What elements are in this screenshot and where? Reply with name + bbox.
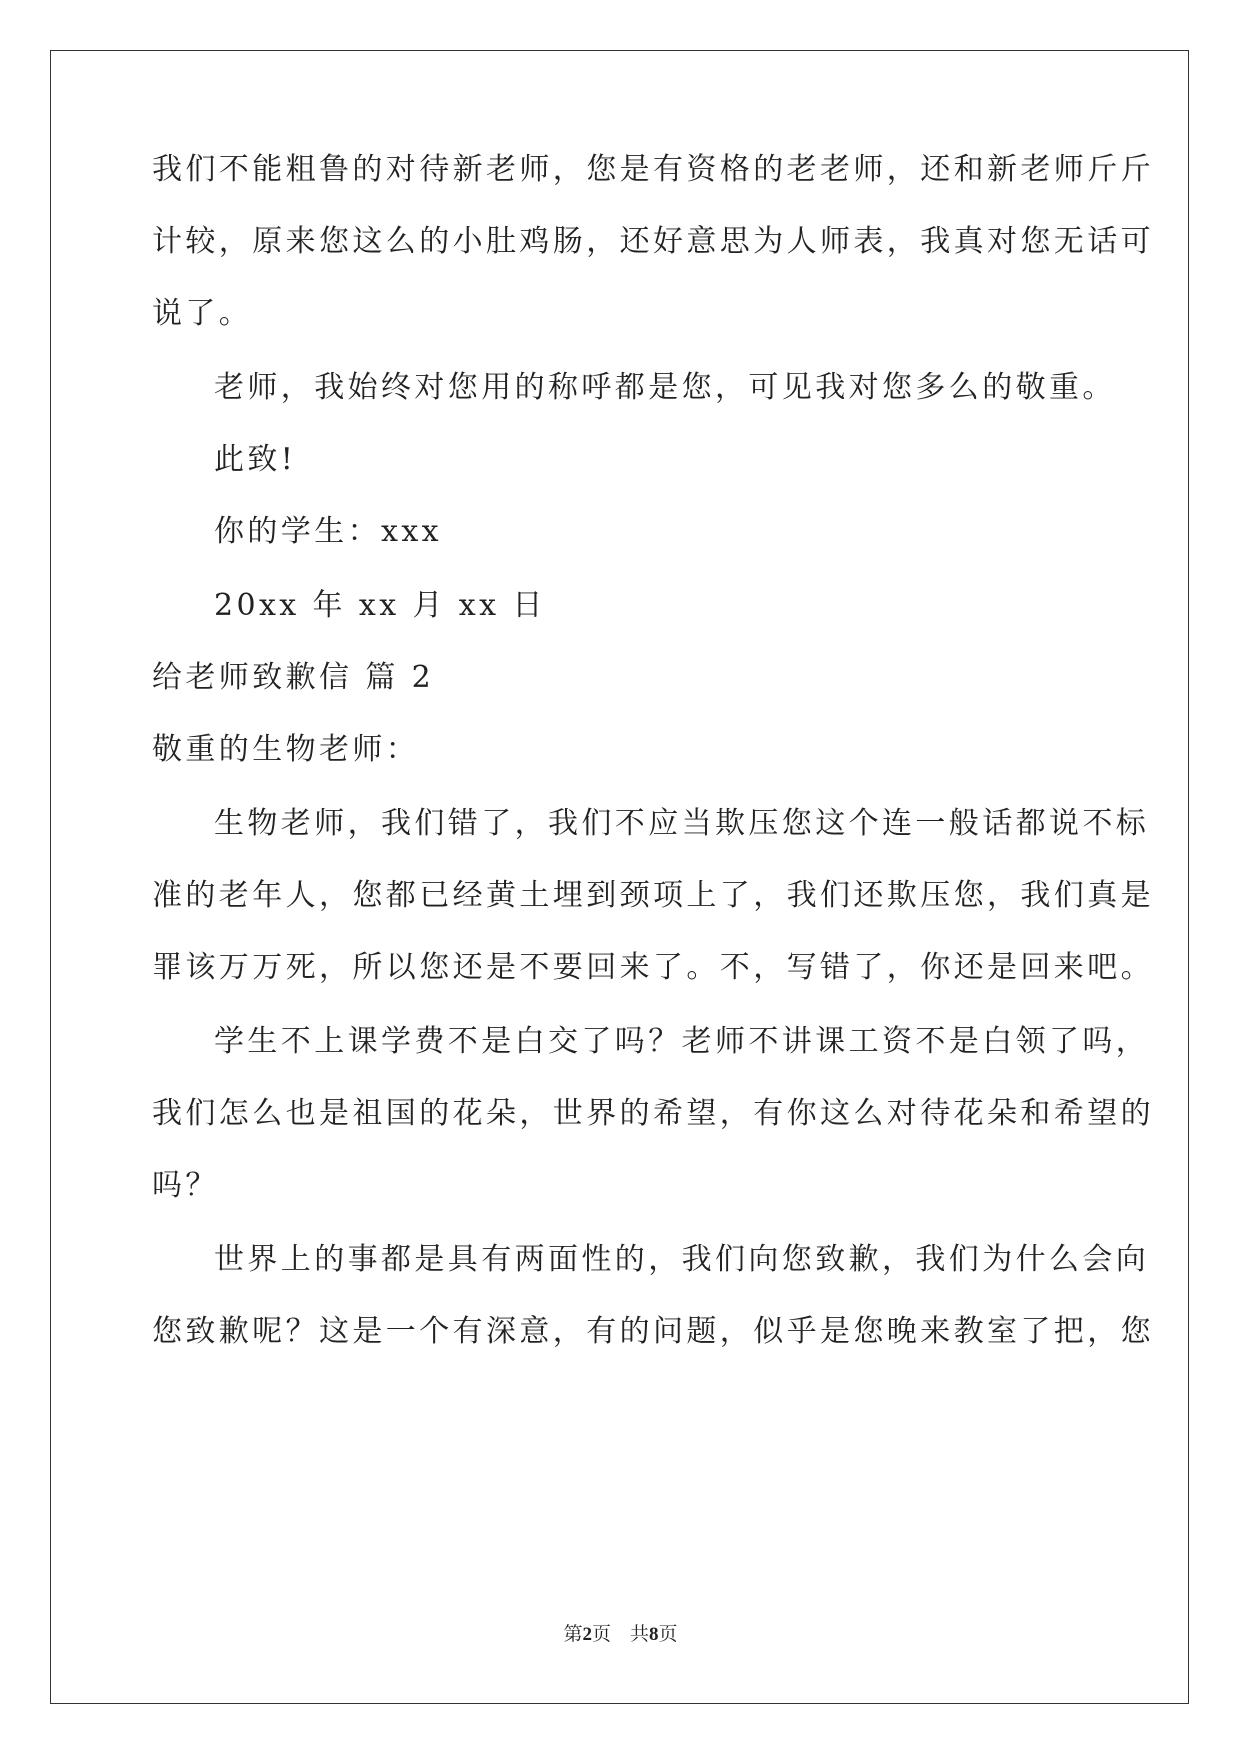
page-footer bbox=[0, 1622, 1241, 1647]
signature-line: 你的学生：xxx bbox=[214, 514, 442, 549]
footer-suffix: 页 bbox=[658, 1623, 678, 1645]
body-line: 您致歉呢？这是一个有深意，有的问题，似乎是您晚来教室了把，您 bbox=[152, 1314, 1154, 1349]
body-line: 吗？ bbox=[152, 1168, 219, 1203]
current-page-number: 2 bbox=[582, 1624, 592, 1645]
body-line: 准的老年人，您都已经黄土埋到颈项上了，我们还欺压您，我们真是 bbox=[152, 878, 1154, 913]
footer-middle: 页 共 bbox=[591, 1623, 649, 1645]
date-line: 20xx 年 xx 月 xx 日 bbox=[214, 588, 546, 623]
salutation-line: 敬重的生物老师： bbox=[152, 732, 420, 767]
closing-line: 此致! bbox=[214, 442, 297, 477]
body-line: 学生不上课学费不是白交了吗？老师不讲课工资不是白领了吗， bbox=[214, 1024, 1150, 1059]
body-line: 生物老师，我们错了，我们不应当欺压您这个连一般话都说不标 bbox=[214, 806, 1150, 841]
body-line: 我们怎么也是祖国的花朵，世界的希望，有你这么对待花朵和希望的 bbox=[152, 1096, 1154, 1131]
body-line: 老师，我始终对您用的称呼都是您，可见我对您多么的敬重。 bbox=[214, 370, 1116, 405]
body-line: 世界上的事都是具有两面性的，我们向您致歉，我们为什么会向 bbox=[214, 1242, 1150, 1277]
total-pages-number: 8 bbox=[649, 1624, 659, 1645]
body-line: 罪该万万死，所以您还是不要回来了。不，写错了，你还是回来吧。 bbox=[152, 950, 1154, 985]
body-line: 计较，原来您这么的小肚鸡肠，还好意思为人师表，我真对您无话可 bbox=[152, 224, 1154, 259]
footer-prefix: 第 bbox=[563, 1623, 583, 1645]
body-line: 说了。 bbox=[152, 296, 253, 331]
body-line: 我们不能粗鲁的对待新老师，您是有资格的老老师，还和新老师斤斤 bbox=[152, 152, 1154, 187]
section-title: 给老师致歉信 篇 2 bbox=[152, 660, 435, 695]
